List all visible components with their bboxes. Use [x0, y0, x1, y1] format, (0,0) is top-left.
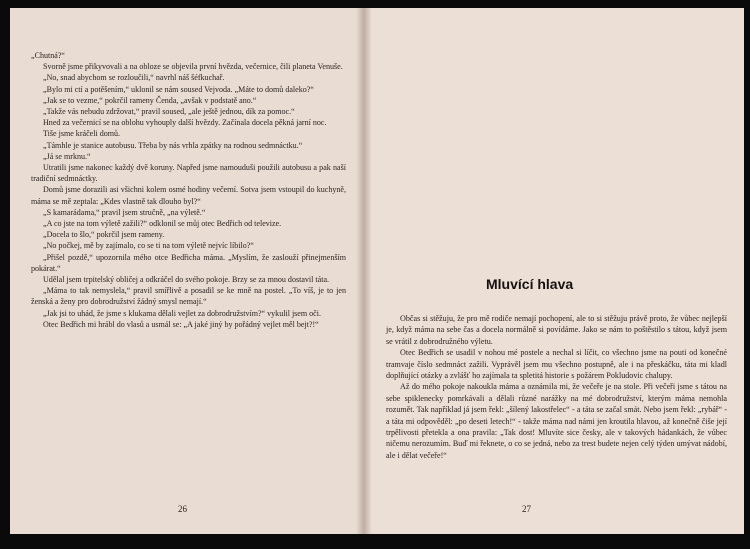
page-number-right: 27 — [522, 504, 531, 514]
paragraph: Svorně jsme přikyvovali a na obloze se objevila první hvězda, večernice, čili planeta Venuše. — [43, 62, 343, 72]
paragraph: „A co jste na tom výletě zažili?“ odklonil se můj otec Bedřich od televize. — [43, 219, 282, 229]
paragraph: Otec Bedřich mi hrábl do vlasů a usmál se: „A jaké jiný by pořádný vejlet měl bejt?!“ — [43, 319, 319, 329]
paragraph: Hned za večernicí se na oblohu vyhouply další hvězdy. Začínala docela pěkná jarní noc. — [43, 118, 327, 128]
right-page — [364, 8, 744, 534]
paragraph: „Docela to šlo,“ pokrčil jsem rameny. — [43, 230, 165, 240]
paragraph: Občas si stěžuju, že pro mě rodiče nemají pochopení, ale to si stěžuju právě proto, že vůbec nejlepší je, když máma na sebe čas a docela normálně si povídáme. Jako se nám to poštěstilo s tátou, když jsem se vrátil z dobrodružného výletu. — [386, 314, 727, 346]
paragraph: „S kamarádama,“ pravil jsem stručně, „na výletě.“ — [43, 207, 206, 217]
paragraph: „Chutná?“ — [31, 51, 65, 60]
paragraph: „No, snad abychom se rozloučili,“ navrhl náš šéfkuchař. — [43, 73, 225, 83]
book-spine-shadow — [356, 8, 372, 534]
paragraph: „Já se mrknu.“ — [43, 151, 91, 161]
paragraph: „Máma to tak nemyslela,“ pravil smířlivě a posadil se ke mně na postel. „To víš, je to jen ženská a ženy pro dobrodružství žádný smysl nemají.“ — [31, 286, 346, 307]
paragraph: Otec Bedřich se usadil v nohou mé postele a nechal si líčit, co všechno jsme na pouti od konečné tramvaje číslo sedmnáct zažili. Vyprávěl jsem mu všechno postupně, ale i na přeskáčku, táta mi kladl doplňující otázky a zvlášť ho zajímala ta spletitá historie s požárem Pokludovic chalupy. — [386, 348, 727, 381]
paragraph: „Támhle je stanice autobusu. Třeba by nás vrhla zpátky na rodnou sedmnáctku.“ — [43, 140, 303, 150]
paragraph: Domů jsme dorazili asi všichni kolem osmé hodiny večerní. Sotva jsem vstoupil do kuchyně, máma se mě zeptala: „Kdes vlastně tak dlouho byl?“ — [31, 185, 346, 206]
chapter-title: Mluvící hlava — [486, 276, 574, 292]
paragraph: Tiše jsme kráčeli domů. — [43, 129, 121, 139]
left-page — [10, 8, 364, 534]
paragraph: „No počkej, mě by zajímalo, co se ti na tom výletě nejvíc líbilo?“ — [43, 241, 254, 251]
left-page-text — [31, 50, 346, 330]
paragraph: „Jak se to vezme,“ pokrčil rameny Čenda, „avšak v podstatě ano.“ — [43, 95, 257, 105]
paragraph: „Přišel pozdě,“ upozornila mého otce Bedřicha máma. „Myslím, že zaslouží přinejmenším pokárat.“ — [31, 252, 346, 273]
paragraph: Udělal jsem trpitelský obličej a odkráčel do svého pokoje. Brzy se za mnou dostavil táta. — [43, 275, 330, 285]
paragraph: Utratili jsme nakonec každý dvě koruny. Napřed jsme namouduši použili autobusu a pak naší tradiční sedmnáctky. — [31, 163, 346, 184]
paragraph: „Bylo mi ctí a potěšením,“ uklonil se nám soused Vejvoda. „Máte to domů daleko?“ — [43, 84, 314, 94]
paragraph: Až do mého pokoje nakoukla máma a oznámila mi, že večeře je na stole. Při večeři jsme s tátou na sebe spiklenecky pomrkávali a dělali různé narážky na mé dobrodružství, kterým máma nemohla rozumět. Tak například já jsem řekl: „šílený lakostřelec“ - a táta se začal smát. Nebo jsem řekl: „rybář“ - a táta mi odpověděl: „po deseti letech!“ - takže máma nad námi jen kroutila hlavou, až konečně čiše její trpělivosti přetekla a ona pravila: „Tak dost! Mluvíte sice česky, ale v takových hádankách, že vůbec ničemu nerozumím. Buď mi řeknete, o co se jedná, nebo za trest budete nejen celý týden umývat nádobí, ale i dělat večeře!“ — [386, 382, 727, 460]
paragraph: „Takže vás nebudu zdržovat,“ pravil soused, „ale ještě jednou, dík za pomoc.“ — [43, 107, 295, 117]
page-number-left: 26 — [178, 504, 187, 514]
paragraph: „Jak jsi to uhád, že jsme s klukama dělali vejlet za dobrodružstvím?“ vykulil jsem oči. — [43, 308, 321, 318]
right-page-text — [386, 313, 727, 461]
